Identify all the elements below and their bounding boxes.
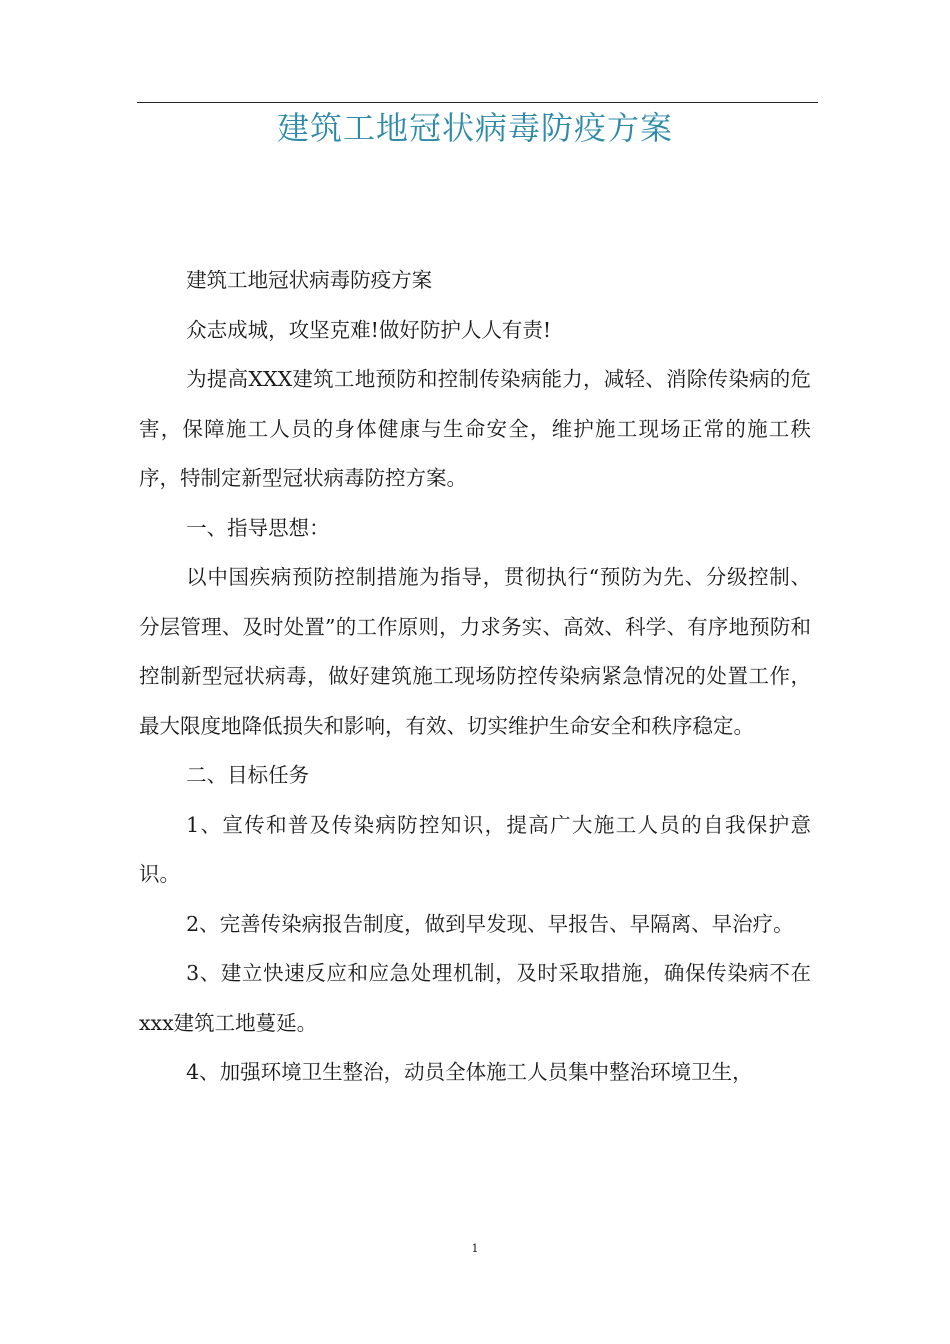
page-number: 1 bbox=[471, 1242, 479, 1255]
objective-item-4: 4、加强环境卫生整治，动员全体施工人员集中整治环境卫生， bbox=[186, 1060, 753, 1084]
section-heading-guiding-ideology: 一、指导思想： bbox=[186, 515, 330, 540]
paragraph-subtitle: 建筑工地冠状病毒防疫方案 bbox=[186, 268, 433, 292]
objective-item-2: 2、完善传染病报告制度，做到早发现、早报告、早隔离、早治疗。 bbox=[186, 911, 794, 936]
section-heading-objectives: 二、目标任务 bbox=[186, 763, 310, 787]
header-rule bbox=[137, 102, 818, 103]
objective-item-1: 1、宣传和普及传染病防控知识，提高广大施工人员的自我保护意识。 bbox=[139, 812, 811, 886]
paragraph-slogan: 众志成城，攻坚克难!做好防护人人有责! bbox=[186, 317, 552, 342]
paragraph-intro: 为提高XXX建筑工地预防和控制传染病能力，减轻、消除传染病的危害，保障施工人员的身体健康与生命安全，维护施工现场正常的施工秩序，特制定新型冠状病毒防控方案。 bbox=[139, 367, 811, 490]
document-title: 建筑工地冠状病毒防疫方案 bbox=[276, 109, 673, 147]
document-body bbox=[139, 256, 811, 1098]
objective-item-3: 3、建立快速反应和应急处理机制，及时采取措施，确保传染病不在xxx建筑工地蔓延。 bbox=[139, 961, 811, 1035]
paragraph-guiding-ideology: 以中国疾病预防控制措施为指导，贯彻执行“预防为先、分级控制、分层管理、及时处置”的工作原则，力求务实、高效、科学、有序地预防和控制新型冠状病毒，做好建筑施工现场防控传染病紧急情况的处置工作，最大限度地降低损失和影响，有效、切实维护生命安全和秩序稳定。 bbox=[139, 565, 811, 738]
